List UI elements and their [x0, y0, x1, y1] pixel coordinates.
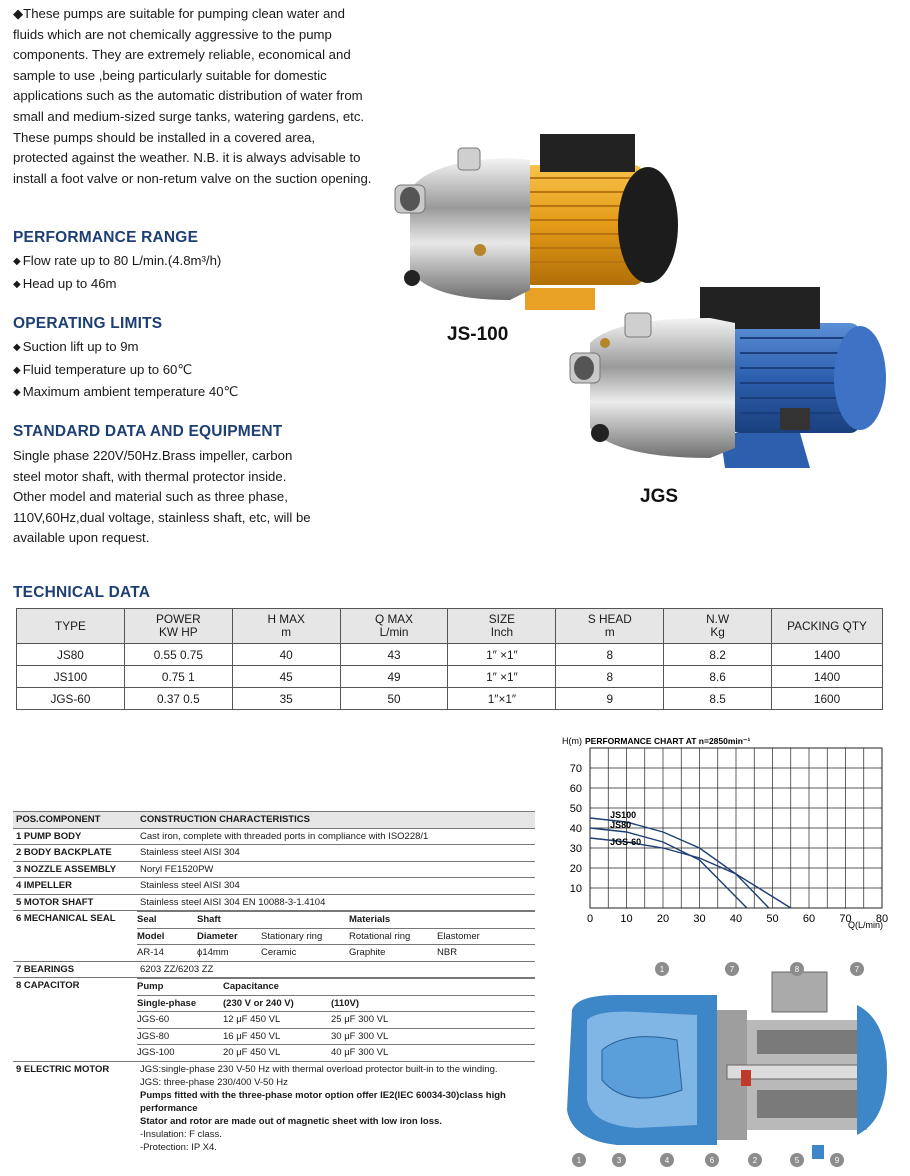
table-row: 6 MECHANICAL SEAL Seal Shaft Materials Model Diameter Stationary ring Rotational ring Elastomer AR-14 ϕ14mm Ceramic Graphite NBR: [13, 911, 535, 962]
header-cell: H MAX m: [232, 609, 340, 644]
table-cell: 8: [556, 644, 664, 666]
limits-item: ◆ Suction lift up to 9m: [13, 337, 238, 360]
header-cell: TYPE: [17, 609, 125, 644]
table-cell: JGS-60: [17, 688, 125, 710]
y-tick-label: 70: [569, 763, 582, 775]
diagram-top-labels: [655, 962, 864, 976]
components-header-row: [13, 812, 535, 829]
table-cell: 1400: [772, 666, 883, 688]
table-cell: 1600: [772, 688, 883, 710]
x-tick-label: 60: [802, 913, 816, 925]
operating-limits-title: OPERATING LIMITS: [13, 315, 163, 332]
header-cell: POWER KW HP: [124, 609, 232, 644]
header-cell: S HEAD m: [556, 609, 664, 644]
series-label: JS100: [610, 810, 637, 820]
callout-number: 1: [576, 1156, 582, 1165]
callout-number: 4: [664, 1156, 670, 1165]
pump-cutaway-diagram: [557, 960, 897, 1170]
chart-grid: [590, 748, 882, 908]
y-tick-label: 60: [569, 783, 582, 795]
table-row: [17, 666, 883, 688]
table-row: 7 BEARINGS 6203 ZZ/6203 ZZ: [13, 961, 535, 978]
header-cell: N.W Kg: [664, 609, 772, 644]
diagram-bottom-labels: [572, 1153, 844, 1167]
x-tick-label: 50: [766, 913, 779, 925]
y-tick-label: 20: [569, 863, 582, 875]
chart-title: PERFORMANCE CHART AT n=2850min⁻¹: [585, 736, 751, 746]
y-tick-label: 40: [569, 823, 582, 835]
series-line-jgs-60: [590, 838, 791, 908]
series-label: JS80: [610, 820, 632, 830]
table-cell: 8.5: [664, 688, 772, 710]
limits-list: [13, 337, 238, 405]
chart-curves: [590, 818, 791, 908]
y-tick-label: 50: [569, 803, 582, 815]
performance-chart: [550, 730, 895, 935]
chart-ylabel: H(m): [562, 736, 582, 746]
performance-range-title: PERFORMANCE RANGE: [13, 229, 199, 246]
technical-data-table: [16, 608, 883, 710]
header-cell: PACKING QTY: [772, 609, 883, 644]
table-row: [17, 644, 883, 666]
x-tick-label: 20: [656, 913, 670, 925]
table-row: 8 CAPACITOR Pump Capacitance Single-phase (230 V or 240 V) (110V) JGS-60 12 μF 450 VL 25 μF 300 VL JGS-80 16 μF 450 VL 30 μF 300 VL JGS-100 20 μF 450 VL 40 μF 300 VL: [13, 978, 535, 1062]
chart-yticks: [570, 763, 582, 895]
callout-number: 7: [854, 965, 860, 974]
table-row: 9 ELECTRIC MOTOR JGS:single-phase 230 V-50 Hz with thermal overload protector built-in to the winding. JGS: three-phase 230/400 V-50 Hz Pumps fitted with the three-phase motor option offer IE2(IEC 60034-30)class high performance Stator and rotor are made out of magnetic sheet with low iron loss. -Insulation: F class. -Protection: IP X4.: [13, 1061, 535, 1154]
model-label-jgs: JGS: [640, 486, 679, 507]
model-label-js100: JS-100: [447, 324, 509, 345]
callout-number: 6: [709, 1156, 715, 1165]
table-cell: JS100: [17, 666, 125, 688]
header-cell: POS.COMPONENT: [13, 812, 137, 829]
performance-item: ◆ Flow rate up to 80 L/min.(4.8m³/h): [13, 251, 221, 274]
table-cell: 8.2: [664, 644, 772, 666]
table-cell: 1″ ×1″: [448, 666, 556, 688]
header-cell: CONSTRUCTION CHARACTERISTICS: [137, 812, 535, 829]
table-cell: 0.55 0.75: [124, 644, 232, 666]
seal-subtable: Seal Shaft Materials Model Diameter Stationary ring Rotational ring Elastomer AR-14 ϕ14mm Ceramic Graphite NBR: [137, 911, 535, 961]
table-cell: 9: [556, 688, 664, 710]
table-cell: 1″ ×1″: [448, 644, 556, 666]
table-cell: 8: [556, 666, 664, 688]
table-cell: 43: [340, 644, 448, 666]
jgs-pump-image: [560, 283, 890, 473]
performance-list: [13, 251, 221, 296]
intro-paragraph: ◆These pumps are suitable for pumping clean water and fluids which are not chemically aggressive to the pump components. They are extremely reliable, economical and sample to use ,being particularly suitable for domestic applications such as the automatic distribution of water from small and medium-sized surge tanks, watering gardens, etc. These pumps should be installed in a covered area, protected against the weather. N.B. it is always advisable to install a foot valve or non-retum valve on the suction opening.: [13, 6, 372, 186]
table-cell: 0.75 1: [124, 666, 232, 688]
standard-data-text: Single phase 220V/50Hz.Brass impeller, carbon steel motor shaft, with thermal protector inside. Other model and material such as three phase, 110V,60Hz,dual voltage, stainless shaft, etc, will be available upon request.: [13, 448, 311, 546]
header-cell: SIZE Inch: [448, 609, 556, 644]
limits-item: ◆ Maximum ambient temperature 40℃: [13, 382, 238, 405]
standard-data-title: STANDARD DATA AND EQUIPMENT: [13, 423, 283, 440]
table-row: 1 PUMP BODY Cast iron, complete with threaded ports in compliance with ISO228/1: [13, 828, 535, 845]
table-row: 4 IMPELLER Stainless steel AISI 304: [13, 878, 535, 895]
table-cell: 40: [232, 644, 340, 666]
table-cell: 0.37 0.5: [124, 688, 232, 710]
y-tick-label: 30: [569, 843, 582, 855]
callout-number: 7: [729, 965, 735, 974]
table-cell: JS80: [17, 644, 125, 666]
table-header-row: [17, 609, 883, 644]
table-row: 3 NOZZLE ASSEMBLY Noryl FE1520PW: [13, 861, 535, 878]
table-cell: 45: [232, 666, 340, 688]
table-cell: 49: [340, 666, 448, 688]
table-cell: 8.6: [664, 666, 772, 688]
technical-data-title: TECHNICAL DATA: [13, 584, 151, 601]
chart-xlabel: Q(L/min): [847, 920, 883, 930]
y-tick-label: 10: [569, 883, 582, 895]
table-row: 5 MOTOR SHAFT Stainless steel AISI 304 EN 10088-3-1.4104: [13, 894, 535, 911]
limits-item: ◆ Fluid temperature up to 60℃: [13, 360, 238, 383]
performance-item: ◆ Head up to 46m: [13, 274, 221, 297]
table-cell: 35: [232, 688, 340, 710]
components-table: [13, 811, 535, 1154]
x-tick-label: 80: [875, 913, 889, 925]
table-row: 2 BODY BACKPLATE Stainless steel AISI 304: [13, 845, 535, 862]
x-tick-label: 0: [586, 913, 594, 925]
callout-number: 9: [834, 1156, 840, 1165]
callout-number: 2: [752, 1156, 758, 1165]
header-cell: Q MAX L/min: [340, 609, 448, 644]
callout-number: 3: [616, 1156, 622, 1165]
callout-number: 8: [794, 965, 800, 974]
table-cell: 1″×1″: [448, 688, 556, 710]
x-tick-label: 40: [729, 913, 743, 925]
chart-series-labels: [610, 810, 641, 847]
capacitor-subtable: Pump Capacitance Single-phase (230 V or 240 V) (110V) JGS-60 12 μF 450 VL 25 μF 300 VL JGS-80 16 μF 450 VL 30 μF 300 VL JGS-100 20 μF 450 VL 40 μF 300 VL: [137, 978, 535, 1061]
callout-number: 1: [659, 965, 665, 974]
chart-xticks: [587, 913, 888, 925]
series-label: JGS-60: [610, 837, 642, 847]
x-tick-label: 10: [620, 913, 633, 925]
x-tick-label: 30: [693, 913, 706, 925]
table-cell: 1400: [772, 644, 883, 666]
table-row: [17, 688, 883, 710]
x-tick-label: 70: [839, 913, 852, 925]
callout-number: 5: [794, 1156, 800, 1165]
table-cell: 50: [340, 688, 448, 710]
